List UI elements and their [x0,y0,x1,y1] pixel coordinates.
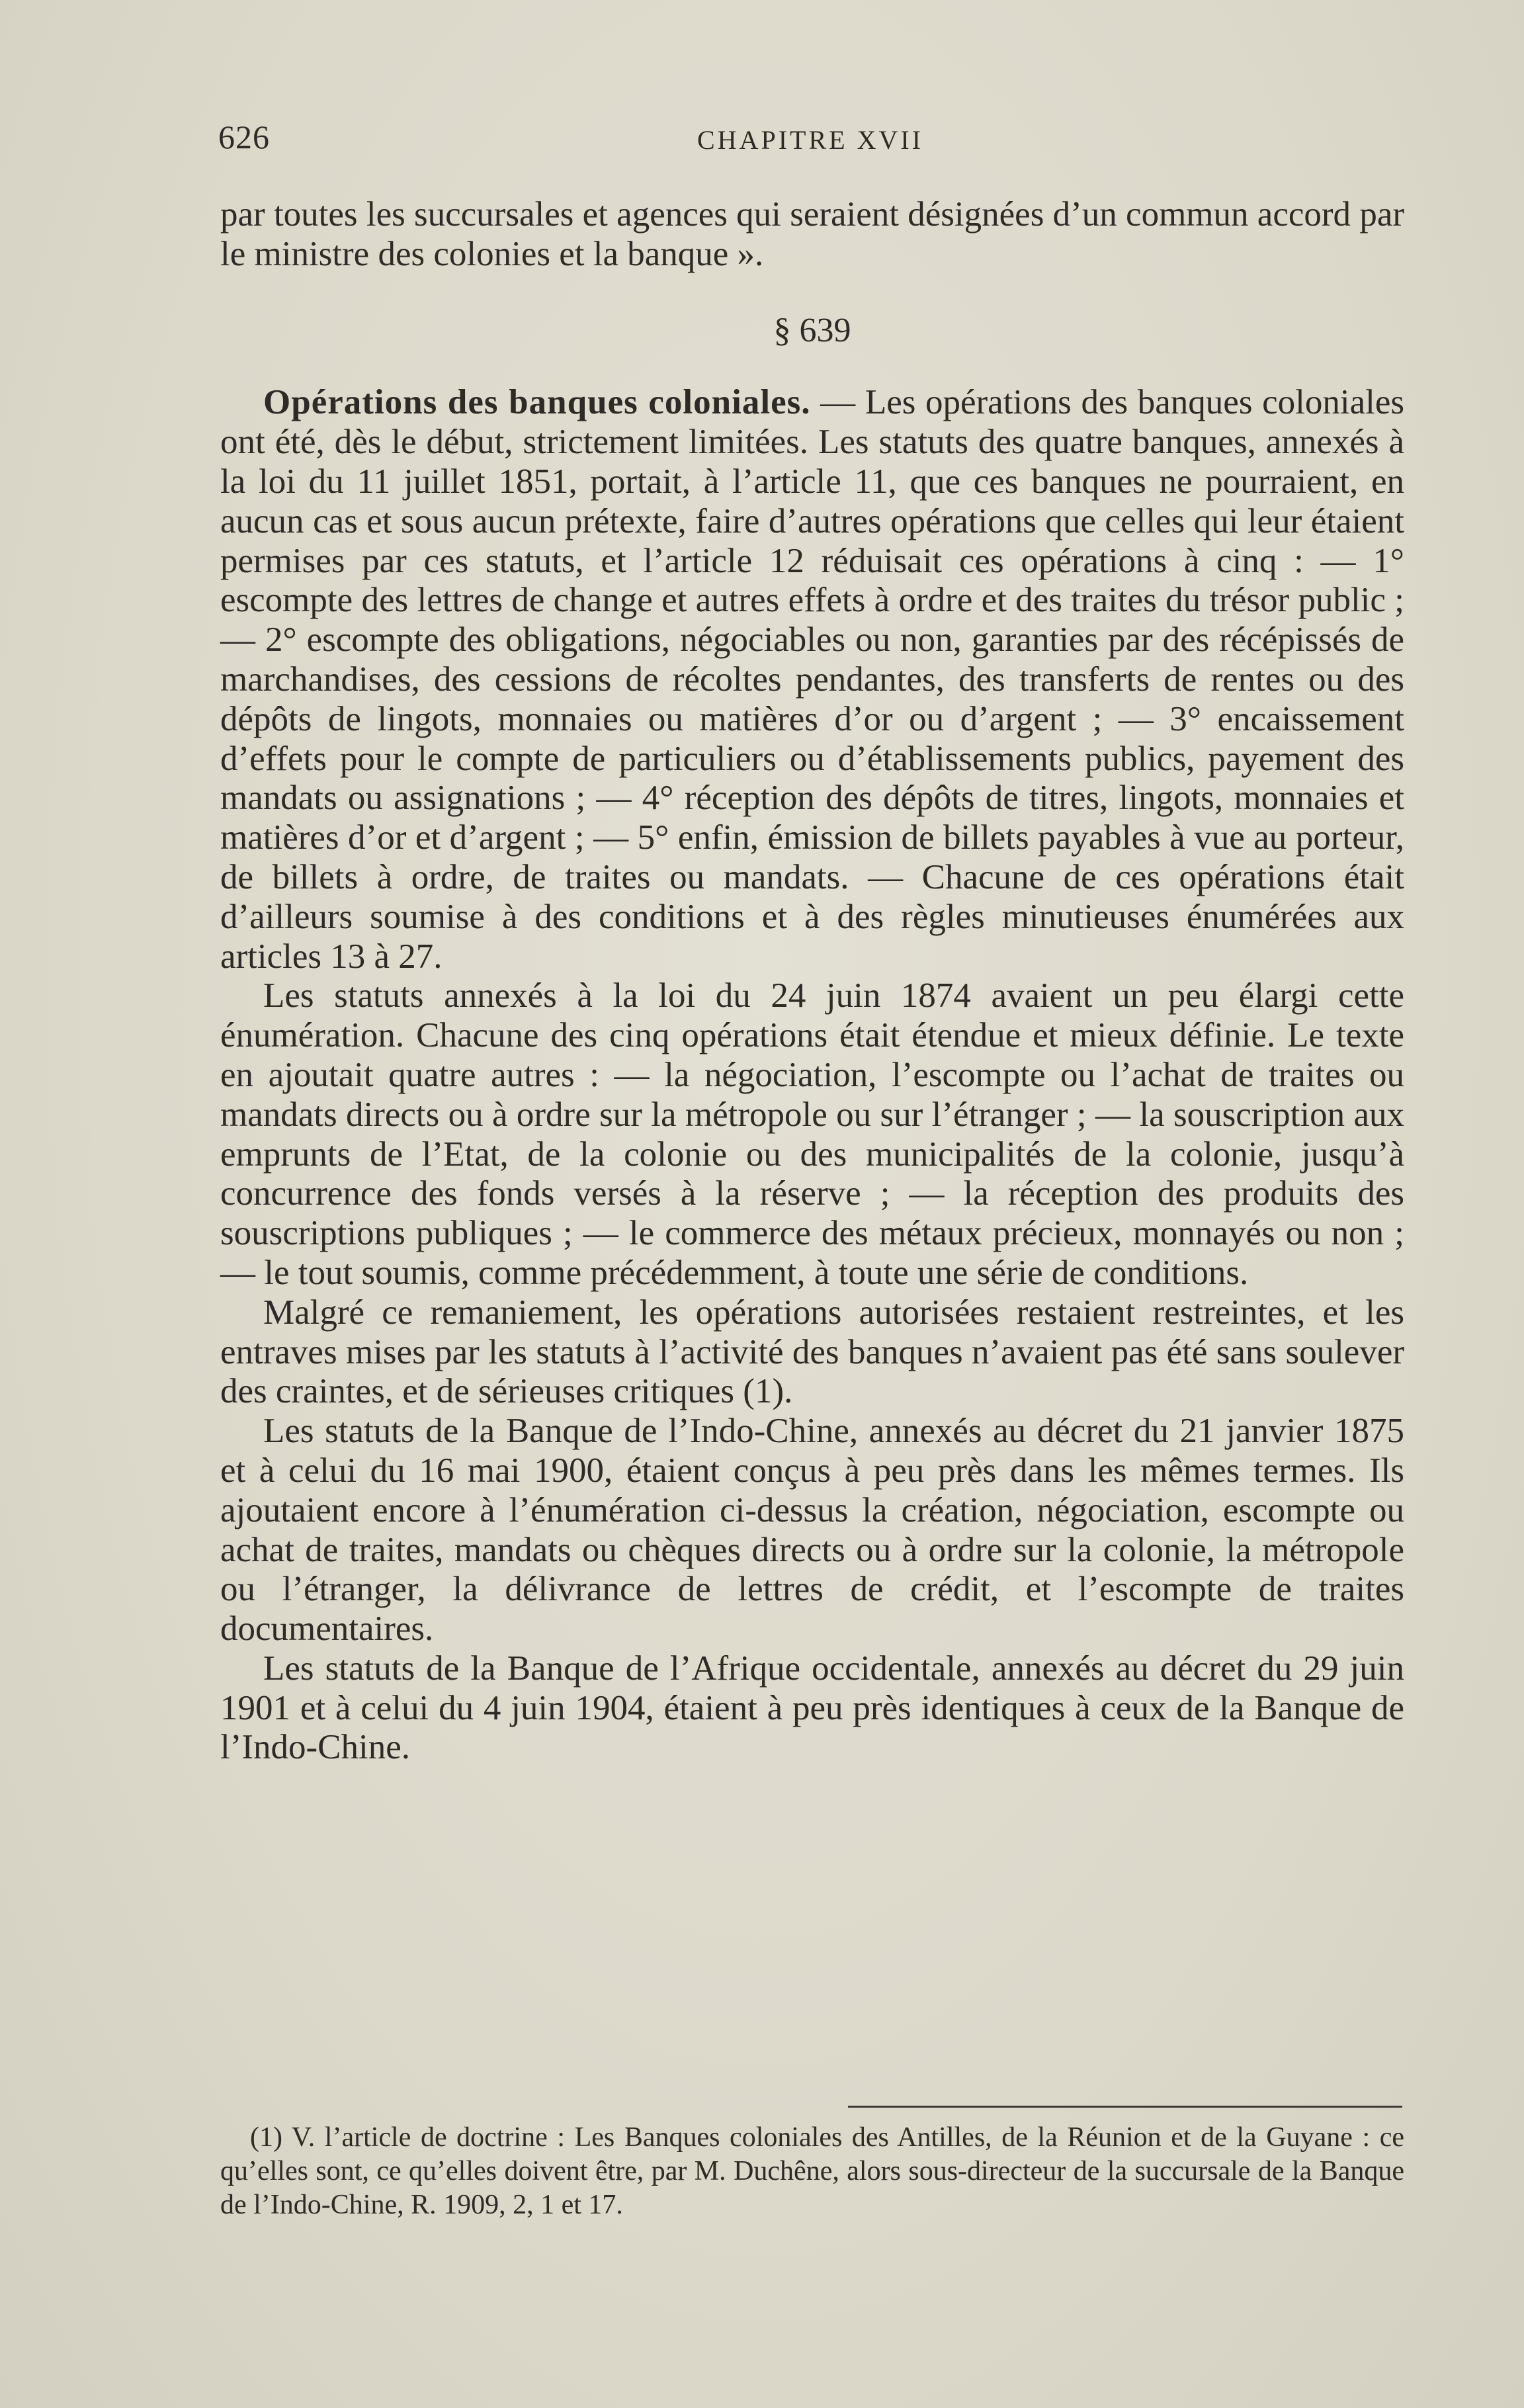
paragraph-statuts-1874: Les statuts annexés à la loi du 24 juin 1874 avaient un peu élargi cette énumération. Chacune des cinq opérations était étendue et mieux définie. Le texte en ajoutait quatre autres : — la négociation, l’escompte ou l’achat de traites ou mandats directs ou à ordre sur la métropole ou sur l’étranger ; — la souscription aux emprunts de l’Etat, de la colonie ou des municipalités de la colonie, jusqu’à concurrence des fonds versés à la réserve ; — la réception des produits des souscriptions publiques ; — le commerce des métaux précieux, monnayés ou non ; — le tout soumis, comme précédemment, à toute une série de conditions. [220,976,1404,1292]
paragraph-indo-chine: Les statuts de la Banque de l’Indo-Chine, annexés au décret du 21 janvier 1875 et à celui du 16 mai 1900, étaient conçus à peu près dans les mêmes termes. Ils ajoutaient encore à l’énumération ci-dessus la création, négociation, escompte ou achat de traites, mandats ou chèques directs ou à ordre sur la colonie, la métropole ou l’étranger, la délivrance de lettres de crédit, et l’escompte de traites documentaires. [220,1412,1404,1649]
page-header [218,118,1402,164]
running-head: CHAPITRE XVII [697,125,923,155]
section-first-paragraph [220,383,1404,976]
section-intro-text: — Les opérations des banques coloniales ont été, dès le début, strictement limitées. Les statuts des quatre banques, annexés à la loi du 11 juillet 1851, portait, à l’article 11, que ces banques ne pourraient, en aucun cas et sous aucun prétexte, faire d’autres opérations que celles qui leur étaient permises par ces statuts, et l’article 12 réduisait ces opérations à cinq : — 1° escompte des lettres de change et autres effets à ordre et des traites du trésor public ; — 2° escompte des obligations, négociables ou non, garanties par des récépissés de marchandises, des cessions de récoltes pendantes, des transferts de rentes ou des dépôts de lingots, monnaies ou matières d’or ou d’argent ; — 3° encaissement d’effets pour le compte de particuliers ou d’établissements publics, payement des mandats ou assignations ; — 4° réception des dépôts de titres, lingots, monnaies et matières d’or et d’argent ; — 5° enfin, émission de billets payables à vue au porteur, de billets à ordre, de traites ou mandats. — Chacune de ces opérations était d’ailleurs soumise à des conditions et à des règles minutieuses énumérées aux articles 13 à 27. [220,383,1404,976]
continuation-paragraph: par toutes les succursales et agences qui seraient désignées d’un commun accord par le ministre des colonies et la banque ». [220,195,1404,273]
section-number: § 639 [773,311,851,349]
paragraph-remaniement: Malgré ce remaniement, les opérations autorisées restaient restreintes, et les entraves mises par les statuts à l’activité des banques n’avaient pas été sans soulever des craintes, et de sérieuses critiques (1). [220,1293,1404,1411]
page-number: 626 [218,118,270,155]
section-title: Opérations des banques coloniales. [263,383,811,422]
footnote-text: (1) V. l’article de doctrine : Les Banques coloniales des Antilles, de la Réunion et de la Guyane : ce qu’elles sont, ce qu’elles doivent être, par M. Duchêne, alors sous-directeur de la succursale de la Banque de l’Indo-Chine, R. 1909, 2, 1 et 17. [220,2122,1404,2220]
footnote [220,2121,1404,2222]
footnote-rule [848,2106,1402,2108]
body-text [220,195,1404,1768]
paragraph-afrique-occidentale: Les statuts de la Banque de l’Afrique occidentale, annexés au décret du 29 juin 1901 et à celui du 4 juin 1904, étaient à peu près identiques à ceux de la Banque de l’Indo-Chine. [220,1649,1404,1767]
